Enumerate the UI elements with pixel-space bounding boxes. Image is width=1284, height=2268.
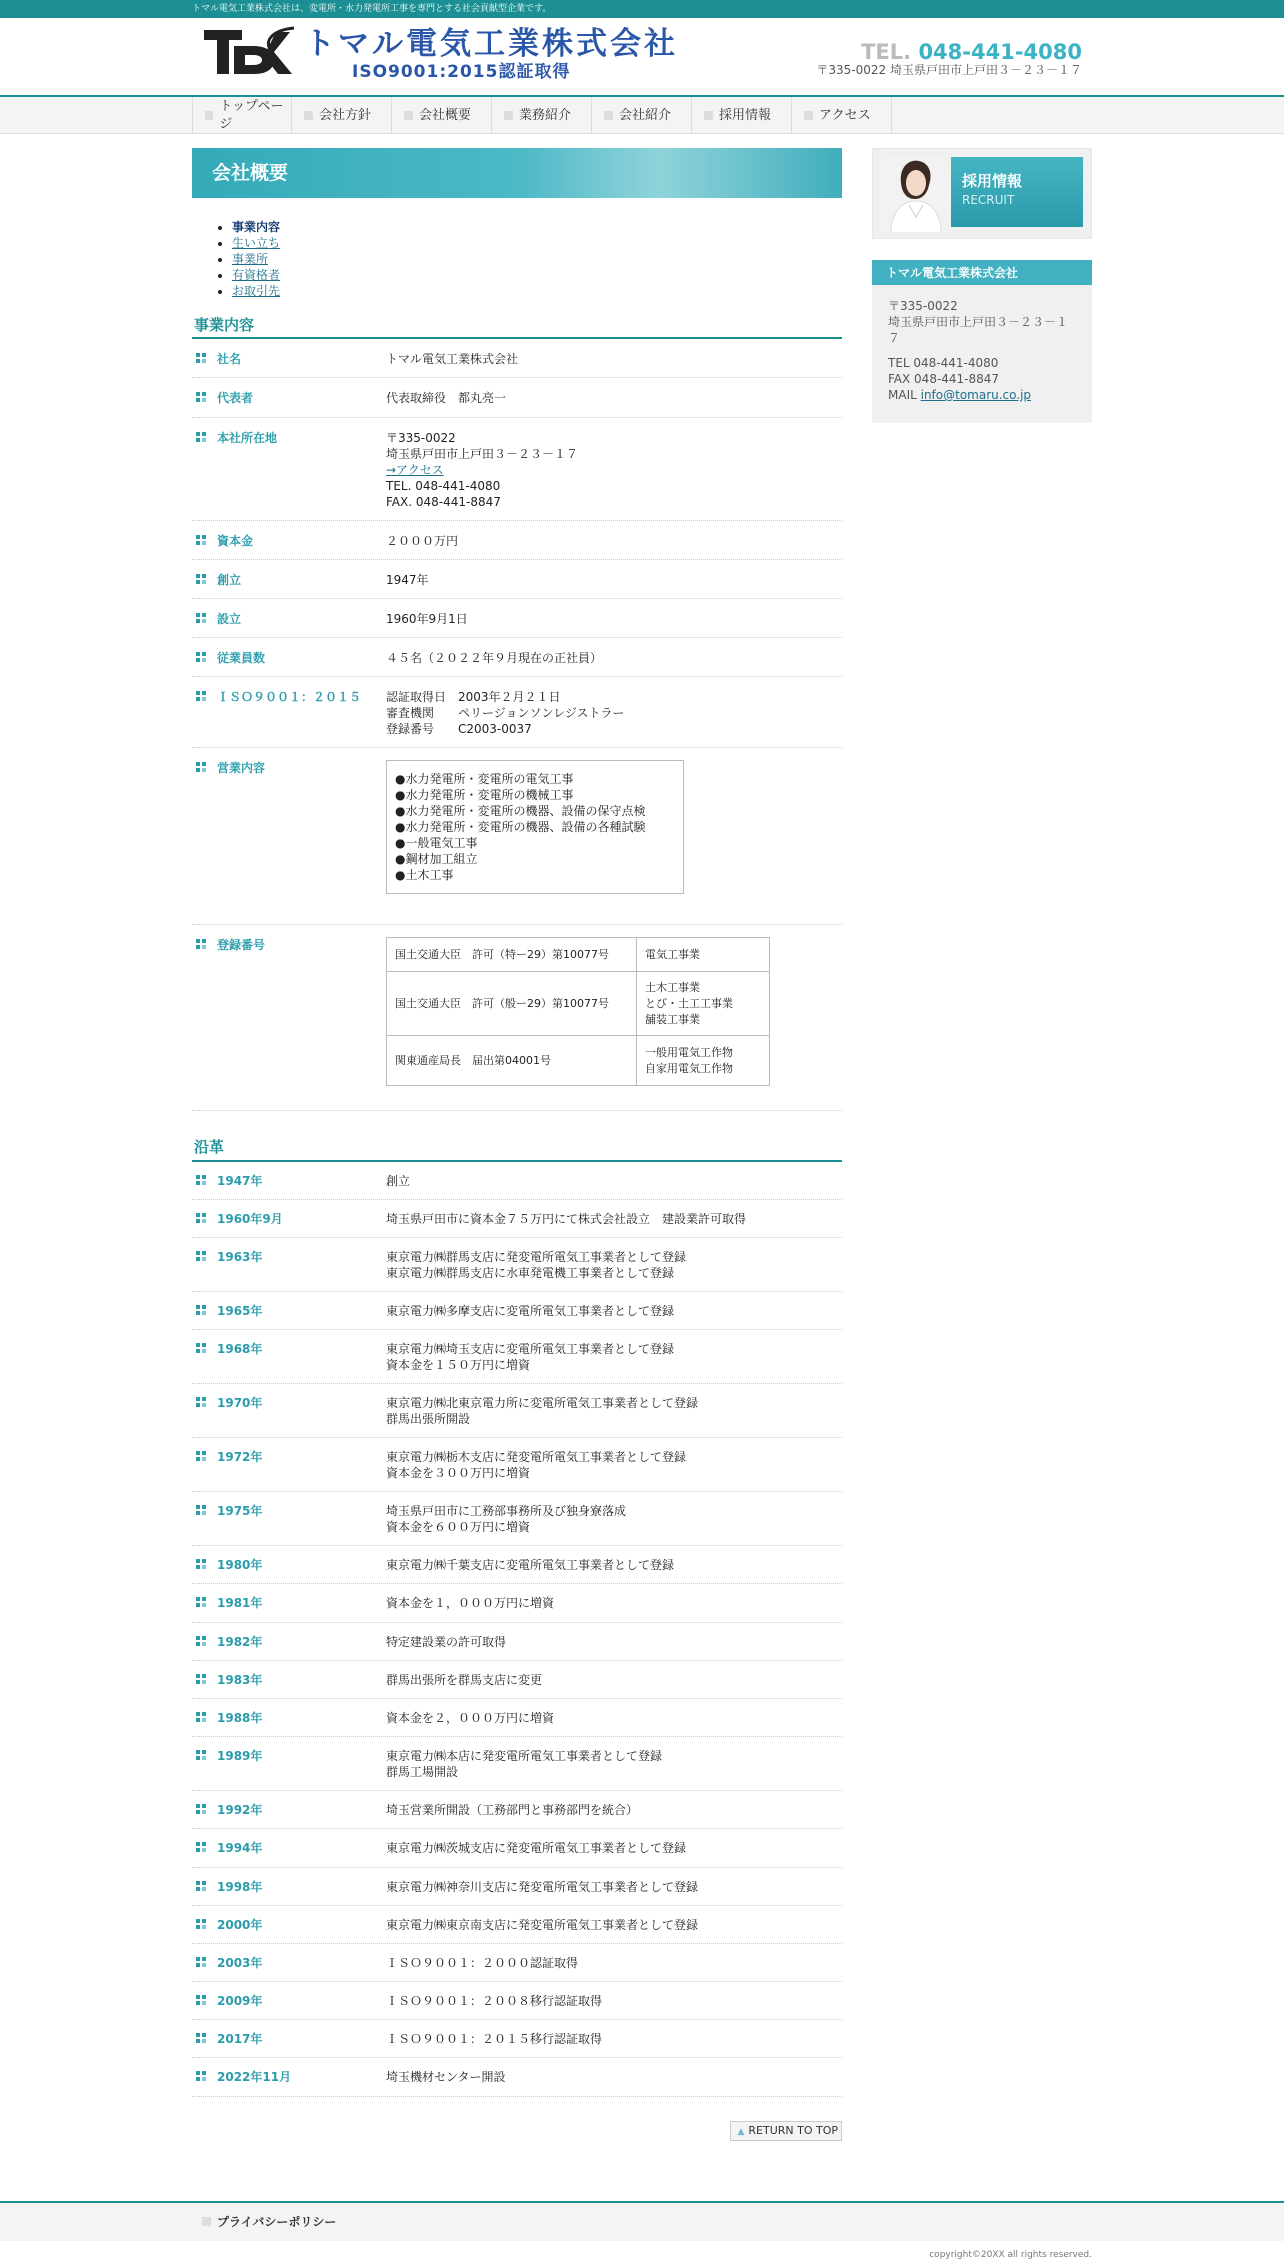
profile-row <box>192 925 842 1111</box>
table-cell: 電気工事業 <box>637 938 770 972</box>
row-label: 資本金 <box>217 533 254 548</box>
history-year: 2022年11月 <box>217 2070 292 2085</box>
nav-item-access[interactable]: アクセス <box>792 97 892 134</box>
subnav-link[interactable]: 有資格者 <box>232 268 281 282</box>
table-cell: 国土交通大臣 許可（特ー29）第10077号 <box>387 938 637 972</box>
row-value <box>386 689 842 737</box>
history-year: 1992年 <box>217 1803 263 1818</box>
site-logo[interactable] <box>202 26 678 82</box>
iso-number: 登録番号 C2003-0037 <box>386 722 532 737</box>
hq-address: 埼玉県戸田市上戸田３－２３－１７ <box>386 446 579 461</box>
history-row <box>192 1292 842 1330</box>
history-row <box>192 1944 842 1982</box>
grid-bullet-icon <box>196 1636 206 1646</box>
square-bullet-icon <box>804 111 813 120</box>
page-subnav <box>232 219 842 299</box>
history-row <box>192 1200 842 1238</box>
history-row <box>192 1162 842 1200</box>
subnav-link[interactable]: 事業内容 <box>232 220 281 234</box>
grid-bullet-icon <box>196 1397 206 1407</box>
grid-bullet-icon <box>196 1957 206 1967</box>
history-row <box>192 1791 842 1829</box>
row-value: 1947年 <box>386 572 429 587</box>
profile-row <box>192 560 842 599</box>
grid-bullet-icon <box>196 1804 206 1814</box>
business-item: ●鋼材加工組立 <box>395 852 478 867</box>
side-tel: TEL 048-441-4080 <box>888 356 999 370</box>
history-row <box>192 1906 842 1944</box>
profile-row <box>192 418 842 521</box>
subnav-item-history <box>232 235 842 251</box>
grid-bullet-icon <box>196 1674 206 1684</box>
grid-bullet-icon <box>196 353 206 363</box>
side-fax: FAX 048-441-8847 <box>888 372 1000 386</box>
return-to-top-button[interactable]: ▲ RETURN TO TOP <box>730 2121 842 2142</box>
history-year: 1981年 <box>217 1596 263 1611</box>
row-value <box>386 430 842 510</box>
business-item: ●水力発電所・変電所の機械工事 <box>395 788 574 803</box>
history-year: 1968年 <box>217 1342 263 1357</box>
history-event: 東京電力㈱北東京電力所に変電所電気工事業者として登録 群馬出張所開設 <box>386 1396 699 1427</box>
history-event: 東京電力㈱茨城支店に発変電所電気工事業者として登録 <box>386 1841 687 1856</box>
business-item: ●土木工事 <box>395 868 454 883</box>
history-row <box>192 1546 842 1584</box>
history-year: 2000年 <box>217 1917 263 1932</box>
history-event: 東京電力㈱千葉支店に変電所電気工事業者として登録 <box>386 1558 675 1573</box>
history-year: 1983年 <box>217 1672 263 1687</box>
history-year: 2017年 <box>217 2032 263 2047</box>
history-year: 1972年 <box>217 1450 263 1465</box>
row-label: 従業員数 <box>217 651 266 666</box>
square-bullet-icon <box>205 111 213 120</box>
history-event: 東京電力㈱神奈川支店に発変電所電気工事業者として登録 <box>386 1879 699 1894</box>
history-table <box>192 1162 842 2097</box>
top-bar <box>0 0 1284 18</box>
history-event: ＩＳＯ９００１：２０１５移行認証取得 <box>386 2032 603 2047</box>
side-address: 埼玉県戸田市上戸田３－２３－１７ <box>888 315 1069 345</box>
grid-bullet-icon <box>196 1343 206 1353</box>
grid-bullet-icon <box>196 1213 206 1223</box>
table-cell: 土木工事業 とび・土工工事業 舗装工事業 <box>637 972 770 1036</box>
side-zip: 〒335-0022 <box>888 299 958 313</box>
profile-row <box>192 339 842 378</box>
square-bullet-icon <box>704 111 713 120</box>
grid-bullet-icon <box>196 1881 206 1891</box>
subnav-link[interactable]: 生い立ち <box>232 236 281 250</box>
history-row <box>192 1384 842 1438</box>
row-label: 社名 <box>217 352 242 367</box>
history-row <box>192 1982 842 2020</box>
row-label: 本社所在地 <box>217 430 278 445</box>
history-row <box>192 1868 842 1906</box>
grid-bullet-icon <box>196 1750 206 1760</box>
history-row <box>192 1661 842 1699</box>
history-row <box>192 1492 842 1546</box>
iso-date: 認証取得日 2003年２月２１日 <box>386 690 561 705</box>
history-row <box>192 2058 842 2096</box>
table-cell: 一般用電気工作物 自家用電気工作物 <box>637 1036 770 1086</box>
profile-row <box>192 748 842 925</box>
row-label: 代表者 <box>217 391 254 406</box>
nav-item-company[interactable]: 会社紹介 <box>592 97 692 134</box>
history-event: 特定建設業の許可取得 <box>386 1634 507 1649</box>
iso-badge: ISO9001:2015認証取得 <box>352 62 571 82</box>
top-bar-text: トマル電気工業株式会社は、変電所・水力発電所工事を専門とする社会貢献型企業です。 <box>192 4 552 14</box>
sidebar-company-info <box>872 285 1092 423</box>
grid-bullet-icon <box>196 1842 206 1852</box>
row-label: 登録番号 <box>217 938 266 953</box>
history-row <box>192 2020 842 2058</box>
grid-bullet-icon <box>196 1995 206 2005</box>
company-name: トマル電気工業株式会社 <box>304 26 678 62</box>
history-event: 東京電力㈱群馬支店に発変電所電気工事業者として登録 東京電力㈱群馬支店に水車発電機工事業者として登録 <box>386 1250 687 1280</box>
history-year: 2003年 <box>217 1955 263 1970</box>
history-year: 1965年 <box>217 1304 263 1318</box>
hq-tel: TEL. 048-441-4080 <box>386 478 501 493</box>
table-row <box>387 1036 770 1086</box>
row-value: ４５名（２０２２年９月現在の正社員） <box>386 651 603 666</box>
row-value <box>386 937 842 1100</box>
mail-link[interactable]: info@tomaru.co.jp <box>920 388 1032 402</box>
profile-row <box>192 599 842 638</box>
section-heading-business: 事業内容 <box>192 315 842 339</box>
privacy-policy-link[interactable]: プライバシーポリシー <box>217 2215 337 2230</box>
history-year: 1980年 <box>217 1558 263 1573</box>
grid-bullet-icon <box>196 432 206 442</box>
history-year: 1989年 <box>217 1749 263 1764</box>
grid-bullet-icon <box>196 939 206 949</box>
history-event: 東京電力㈱多摩支店に変電所電気工事業者として登録 <box>386 1304 675 1318</box>
nav-item-policy[interactable]: 会社方針 <box>292 97 392 134</box>
hq-fax: FAX. 048-441-8847 <box>386 494 501 509</box>
grid-bullet-icon <box>196 1559 206 1569</box>
business-item: ●水力発電所・変電所の機器、設備の保守点検 <box>395 804 646 819</box>
history-row <box>192 1238 842 1292</box>
grid-bullet-icon <box>196 1251 206 1261</box>
tel-number: 048-441-4080 <box>918 40 1082 64</box>
footer <box>0 2201 1284 2241</box>
grid-bullet-icon <box>196 1175 206 1185</box>
arrow-up-icon: ▲ <box>737 2126 745 2137</box>
subnav-item-clients <box>232 283 842 299</box>
recruit-banner-panel <box>951 157 1083 227</box>
company-profile-table <box>192 339 842 1111</box>
grid-bullet-icon <box>196 2071 206 2081</box>
hq-zip: 〒335-0022 <box>386 430 456 445</box>
grid-bullet-icon <box>196 535 206 545</box>
header <box>0 18 1284 95</box>
history-event: 東京電力㈱栃木支店に発変電所電気工事業者として登録 資本金を３００万円に増資 <box>386 1450 687 1481</box>
grid-bullet-icon <box>196 574 206 584</box>
table-row <box>387 938 770 972</box>
row-label: 創立 <box>217 572 242 587</box>
square-bullet-icon <box>504 111 513 120</box>
history-event: 東京電力㈱埼玉支店に変電所電気工事業者として登録 資本金を１５０万円に増資 <box>386 1342 675 1373</box>
nav-item-top[interactable]: トップページ <box>192 97 292 134</box>
page-title: 会社概要 <box>192 148 842 198</box>
section-heading-history: 沿革 <box>192 1137 842 1161</box>
history-row <box>192 1699 842 1737</box>
profile-row <box>192 521 842 560</box>
copyright: copyright©20XX all rights reserved. <box>929 2250 1092 2261</box>
grid-bullet-icon <box>196 2033 206 2043</box>
history-year: 1998年 <box>217 1879 263 1894</box>
person-photo-icon <box>881 155 951 233</box>
row-value <box>386 760 842 914</box>
row-label: 営業内容 <box>217 761 266 776</box>
iso-registrar: 審査機関 ペリージョンソンレジストラー <box>386 706 625 721</box>
row-value: ２０００万円 <box>386 533 459 548</box>
tel-label: TEL. <box>861 40 912 64</box>
grid-bullet-icon <box>196 1712 206 1722</box>
history-event: 埼玉機材センター開設 <box>386 2070 506 2085</box>
history-event: 創立 <box>386 1173 411 1188</box>
grid-bullet-icon <box>196 691 206 701</box>
history-year: 1988年 <box>217 1710 263 1725</box>
table-cell: 関東通産局長 届出第04001号 <box>387 1036 637 1086</box>
history-row <box>192 1584 842 1622</box>
history-event: 東京電力㈱東京南支店に発変電所電気工事業者として登録 <box>386 1917 699 1932</box>
history-event: 埼玉県戸田市に工務部事務所及び独身寮落成 資本金を６００万円に増資 <box>386 1504 627 1535</box>
row-value: 1960年9月1日 <box>386 612 468 626</box>
main-nav <box>0 95 1284 134</box>
table-cell: 国土交通大臣 許可（般ー29）第10077号 <box>387 972 637 1036</box>
logo-mark-icon <box>202 26 302 78</box>
grid-bullet-icon <box>196 1597 206 1607</box>
grid-bullet-icon <box>196 1305 206 1315</box>
subnav-item-qualified <box>232 267 842 283</box>
banner-title: 採用情報 <box>962 172 1023 190</box>
history-event: ＩＳＯ９００１：２０００認証取得 <box>386 1955 579 1970</box>
history-event: 資本金を２，０００万円に増資 <box>386 1710 555 1725</box>
grid-bullet-icon <box>196 613 206 623</box>
history-row <box>192 1737 842 1791</box>
square-bullet-icon <box>404 111 413 120</box>
history-row <box>192 1330 842 1384</box>
row-label: ＩＳＯ９００１：２０１５ <box>217 690 362 705</box>
square-bullet-icon <box>304 111 313 120</box>
history-event: 埼玉営業所開設（工務部門と事務部門を統合） <box>386 1803 639 1818</box>
history-year: 1982年 <box>217 1634 263 1649</box>
table-row <box>387 972 770 1036</box>
business-item: ●水力発電所・変電所の電気工事 <box>395 772 574 787</box>
header-address: 〒335-0022 埼玉県戸田市上戸田３－２３－１７ <box>816 63 1082 77</box>
main-content <box>192 148 842 2141</box>
history-event: ＩＳＯ９００１：２００８移行認証取得 <box>386 1994 603 2009</box>
row-value: 代表取締役 都丸亮一 <box>386 391 507 406</box>
history-year: 1960年9月 <box>217 1211 283 1226</box>
business-item: ●水力発電所・変電所の機器、設備の各種試験 <box>395 820 646 835</box>
history-year: 1970年 <box>217 1396 263 1411</box>
business-box <box>386 760 684 894</box>
row-label: 設立 <box>217 612 242 626</box>
profile-row <box>192 378 842 417</box>
subnav-link[interactable]: お取引先 <box>232 284 281 298</box>
business-item: ●一般電気工事 <box>395 836 478 851</box>
history-year: 2009年 <box>217 1994 263 2009</box>
history-event: 資本金を１，０００万円に増資 <box>386 1596 555 1611</box>
history-row <box>192 1623 842 1661</box>
profile-row <box>192 677 842 748</box>
side-mail-label: MAIL <box>888 388 921 402</box>
history-year: 1975年 <box>217 1504 263 1519</box>
history-row <box>192 1829 842 1867</box>
history-year: 1963年 <box>217 1250 263 1264</box>
sidebar <box>872 148 1092 2141</box>
subnav-link[interactable]: 事業所 <box>232 252 269 266</box>
sidebar-company-heading: トマル電気工業株式会社 <box>872 260 1092 285</box>
nav-item-business[interactable]: 業務紹介 <box>492 97 592 134</box>
grid-bullet-icon <box>196 762 206 772</box>
registration-table <box>386 937 770 1086</box>
grid-bullet-icon <box>196 1919 206 1929</box>
history-row <box>192 1438 842 1492</box>
grid-bullet-icon <box>196 392 206 402</box>
subnav-item-offices <box>232 251 842 267</box>
profile-row <box>192 638 842 677</box>
grid-bullet-icon <box>196 652 206 662</box>
row-value: トマル電気工業株式会社 <box>386 352 519 367</box>
history-year: 1994年 <box>217 1841 263 1856</box>
square-bullet-icon <box>604 111 613 120</box>
recruit-banner[interactable] <box>872 148 1092 239</box>
grid-bullet-icon <box>196 1451 206 1461</box>
nav-item-overview[interactable]: 会社概要 <box>392 97 492 134</box>
history-event: 東京電力㈱本店に発変電所電気工事業者として登録 群馬工場開設 <box>386 1749 663 1780</box>
history-event: 埼玉県戸田市に資本金７５万円にて株式会社設立 建設業許可取得 <box>386 1211 747 1226</box>
banner-subtitle: RECRUIT <box>962 193 1015 208</box>
access-link[interactable]: →アクセス <box>386 462 444 477</box>
subnav-item-business <box>232 219 842 235</box>
history-year: 1947年 <box>217 1173 263 1188</box>
history-event: 群馬出張所を群馬支店に変更 <box>386 1672 543 1687</box>
nav-item-recruit[interactable]: 採用情報 <box>692 97 792 134</box>
grid-bullet-icon <box>196 1505 206 1515</box>
